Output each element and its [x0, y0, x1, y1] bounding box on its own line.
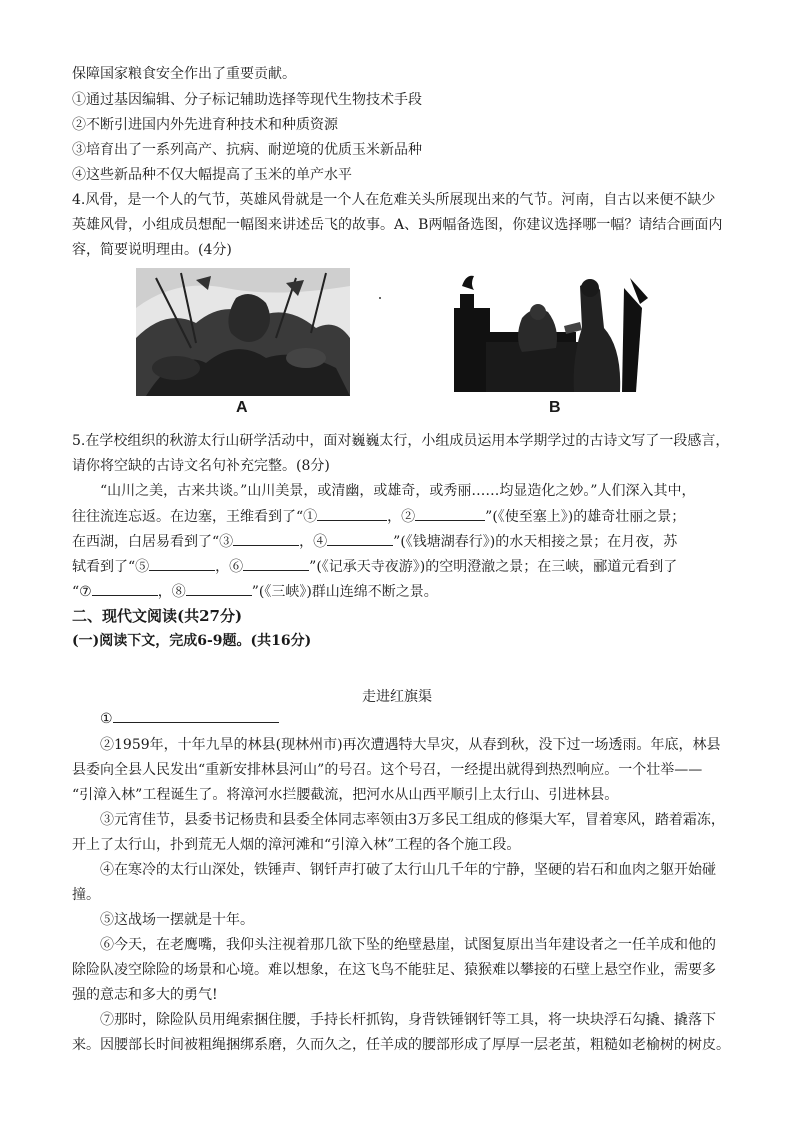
blank-6[interactable] — [243, 556, 309, 571]
caption-b: B — [549, 399, 561, 416]
tattoo-illustration-b — [452, 268, 656, 392]
q5-passage-line-3 — [72, 531, 722, 552]
passage-title: 走进红旗渠 — [362, 689, 432, 705]
q5-text: ”(《记承天寺夜游》)的空明澄澈之景；在三峡，郦道元看到了 — [309, 559, 678, 575]
section-2-heading: 二、现代文阅读(共27分) — [72, 607, 243, 625]
para-1 — [100, 708, 750, 729]
q5-text: ”(《三峡》)群山连绵不断之景。 — [251, 584, 438, 600]
battle-scene-image — [136, 268, 350, 396]
blank-2[interactable] — [415, 506, 485, 521]
para-6-line-1: ⑥今天，在老鹰嘴，我仰头注视着那几欲下坠的绝壁悬崖，试图复原出当年建设者之一任羊成和他的 — [100, 937, 716, 953]
para-1-number: ① — [100, 711, 113, 727]
q5-text: 轼看到了“⑤ — [72, 559, 150, 575]
question-4-line-2: 英雄风骨，小组成员想配一幅图来讲述岳飞的故事。A、B两幅备选图，你建议选择哪一幅？请结合画面内 — [72, 217, 723, 233]
para-3-line-2: 开上了太行山，扑到荒无人烟的漳河滩和“引漳入林”工程的各个施工段。 — [72, 837, 521, 853]
para-7-line-2: 来。因腰部长时间被粗绳捆绑系磨，久而久之，任羊成的腰部形成了厚厚一层老茧，粗糙如老榆树的树皮。 — [72, 1037, 730, 1053]
section-2-subheading: (一)阅读下文，完成6-9题。(共16分) — [72, 633, 312, 649]
intro-line: 保障国家粮食安全作出了重要贡献。 — [72, 66, 296, 82]
question-5-line-2: 请你将空缺的古诗文名句补充完整。(8分) — [72, 458, 330, 474]
blank-3[interactable] — [233, 531, 299, 546]
blank-4[interactable] — [327, 531, 393, 546]
para-3-line-1: ③元宵佳节，县委书记杨贵和县委全体同志率领由3万多民工组成的修渠大军，冒着寒风，踏着霜冻， — [100, 812, 725, 828]
blank-8[interactable] — [186, 581, 252, 596]
mother-tattoo-scene-image — [452, 268, 656, 392]
question-4-line-3: 容，简要说明理由。(4分) — [72, 242, 232, 258]
q5-passage-line-5 — [72, 581, 722, 602]
q5-text: ，④ — [299, 534, 328, 550]
para-7-line-1: ⑦那时，除险队员用绳索捆住腰，手持长杆抓钩，身背铁锤钢钎等工具，将一块块浮石勾撬、撬落下 — [100, 1012, 716, 1028]
battle-illustration-a — [136, 268, 350, 396]
caption-a: A — [236, 399, 248, 416]
para-2-line-2: 县委向全县人民发出“重新安排林县河山”的号召。这个号召，一经提出就得到热烈响应。一个壮举—— — [72, 762, 703, 778]
blank-7[interactable] — [92, 581, 158, 596]
para-2-line-1: ②1959年，十年九旱的林县(现林州市)再次遭遇特大旱灾，从春到秋，没下过一场透雨。年底，林县 — [100, 737, 721, 753]
para-4-line-2: 撞。 — [72, 887, 100, 903]
question-5-line-1: 5.在学校组织的秋游太行山研学活动中，面对巍巍太行，小组成员运用本学期学过的古诗文写了一段感言， — [72, 433, 730, 449]
q5-passage-line-2 — [72, 506, 722, 527]
title-blank[interactable] — [113, 708, 279, 723]
para-5: ⑤这战场一摆就是十年。 — [100, 912, 254, 928]
para-6-line-3: 强的意志和多大的勇气! — [72, 987, 218, 1003]
q5-text: ，⑥ — [215, 559, 244, 575]
option-4: ④这些新品种不仅大幅提高了玉米的单产水平 — [72, 167, 352, 183]
q5-text: ，② — [387, 509, 416, 525]
q5-passage-line-4 — [72, 556, 722, 577]
option-1: ①通过基因编辑、分子标记辅助选择等现代生物技术手段 — [72, 92, 422, 108]
blank-5[interactable] — [149, 556, 215, 571]
q5-text: 在西湖，白居易看到了“③ — [72, 534, 234, 550]
para-2-line-3: “引漳入林”工程诞生了。将漳河水拦腰截流，把河水从山西平顺引上太行山、引进林县。 — [72, 787, 619, 803]
dot-separator — [379, 297, 381, 299]
option-3: ③培育出了一系列高产、抗病、耐逆境的优质玉米新品种 — [72, 142, 422, 158]
q5-text: “⑦ — [72, 584, 92, 600]
para-6-line-2: 除险队凌空除险的场景和心境。难以想象，在这飞鸟不能驻足、猿猴难以攀接的石壁上悬空作业，需要多 — [72, 962, 716, 978]
q5-text: ，⑧ — [157, 584, 186, 600]
q5-text: ”(《钱塘湖春行》)的水天相接之景；在月夜，苏 — [393, 534, 678, 550]
q5-passage-line-1: “山川之美，古来共谈。”山川美景，或清幽，或雄奇，或秀丽……均显造化之妙。”人们深入其中， — [100, 483, 696, 499]
blank-1[interactable] — [317, 506, 387, 521]
option-2: ②不断引进国内外先进育种技术和种质资源 — [72, 117, 338, 133]
para-4-line-1: ④在寒冷的太行山深处，铁锤声、钢钎声打破了太行山几千年的宁静，坚硬的岩石和血肉之躯开始碰 — [100, 862, 716, 878]
q5-text: ”(《使至塞上》)的雄奇壮丽之景； — [485, 509, 686, 525]
question-4-line-1: 4.风骨，是一个人的气节，英雄风骨就是一个人在危难关头所展现出来的气节。河南，自古以来便不缺少 — [72, 192, 716, 208]
q5-text: 往往流连忘返。在边塞，王维看到了“① — [72, 509, 318, 525]
